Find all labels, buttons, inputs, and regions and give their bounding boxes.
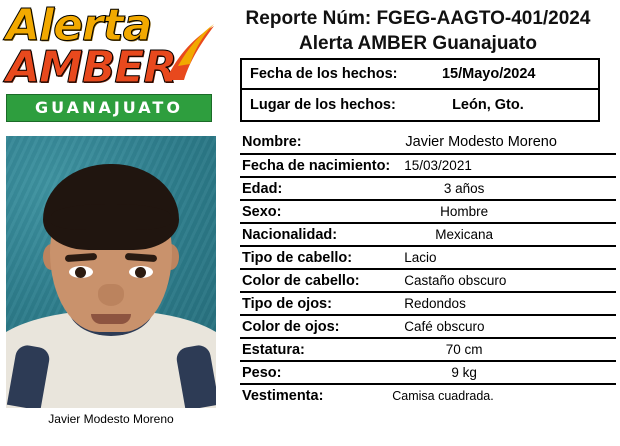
table-row	[240, 384, 616, 407]
clothing-value: Camisa cuadrada.	[392, 389, 494, 403]
table-row	[240, 269, 616, 292]
detail-value: 3 años	[390, 177, 616, 200]
table-row	[240, 315, 616, 338]
logo-amber-text: AMBER	[6, 42, 177, 93]
victim-details-table	[240, 131, 616, 407]
incident-place-row	[242, 90, 598, 120]
amber-swoosh-icon	[156, 2, 216, 82]
photo-caption: Javier Modesto Moreno	[48, 412, 174, 426]
table-row	[240, 292, 616, 315]
clothing-label: Vestimenta:	[242, 388, 324, 404]
photo-mouth	[91, 314, 131, 324]
detail-value: Castaño obscuro	[390, 269, 616, 292]
incident-date-label: Fecha de los hechos:	[250, 66, 398, 82]
table-row	[240, 246, 616, 269]
incident-date-value: 15/Mayo/2024	[441, 66, 536, 82]
detail-label: Nombre:	[240, 131, 390, 154]
photo-eye-right	[129, 266, 153, 278]
detail-label: Tipo de cabello:	[240, 246, 390, 269]
detail-value: Mexicana	[390, 223, 616, 246]
detail-label: Color de cabello:	[240, 269, 390, 292]
victim-photo	[6, 136, 216, 408]
detail-value: 9 kg	[390, 361, 616, 384]
detail-value: 70 cm	[390, 338, 616, 361]
detail-value: Lacio	[390, 246, 616, 269]
table-row	[240, 200, 616, 223]
report-subtitle: Alerta AMBER Guanajuato	[299, 33, 537, 54]
photo-eye-left	[69, 266, 93, 278]
detail-label: Color de ojos:	[240, 315, 390, 338]
incident-place-label: Lugar de los hechos:	[250, 97, 396, 113]
logo-state-text: GUANAJUATO	[35, 98, 183, 117]
detail-label: Sexo:	[240, 200, 390, 223]
report-number: Reporte Núm: FGEG-AAGTO-401/2024	[245, 8, 591, 29]
page-title	[222, 6, 614, 56]
detail-label: Edad:	[240, 177, 390, 200]
detail-value: Café obscuro	[390, 315, 616, 338]
detail-value: Redondos	[390, 292, 616, 315]
table-row	[240, 154, 616, 177]
photo-nose	[98, 284, 124, 306]
amber-logo	[6, 2, 216, 130]
logo-alerta-text: Alerta	[6, 0, 152, 51]
detail-label: Nacionalidad:	[240, 223, 390, 246]
table-row	[240, 177, 616, 200]
detail-value: Javier Modesto Moreno	[390, 131, 616, 154]
logo-state-bar	[6, 94, 212, 122]
incident-box	[240, 58, 600, 122]
table-row	[240, 338, 616, 361]
detail-label: Tipo de ojos:	[240, 292, 390, 315]
detail-value: 15/03/2021	[390, 154, 616, 177]
incident-place-value: León, Gto.	[452, 97, 524, 113]
incident-date-row	[242, 60, 598, 90]
table-row	[240, 361, 616, 384]
detail-label: Fecha de nacimiento:	[240, 154, 390, 177]
table-row	[240, 131, 616, 154]
table-row	[240, 223, 616, 246]
detail-label: Peso:	[240, 361, 390, 384]
detail-value: Hombre	[390, 200, 616, 223]
detail-label: Estatura:	[240, 338, 390, 361]
